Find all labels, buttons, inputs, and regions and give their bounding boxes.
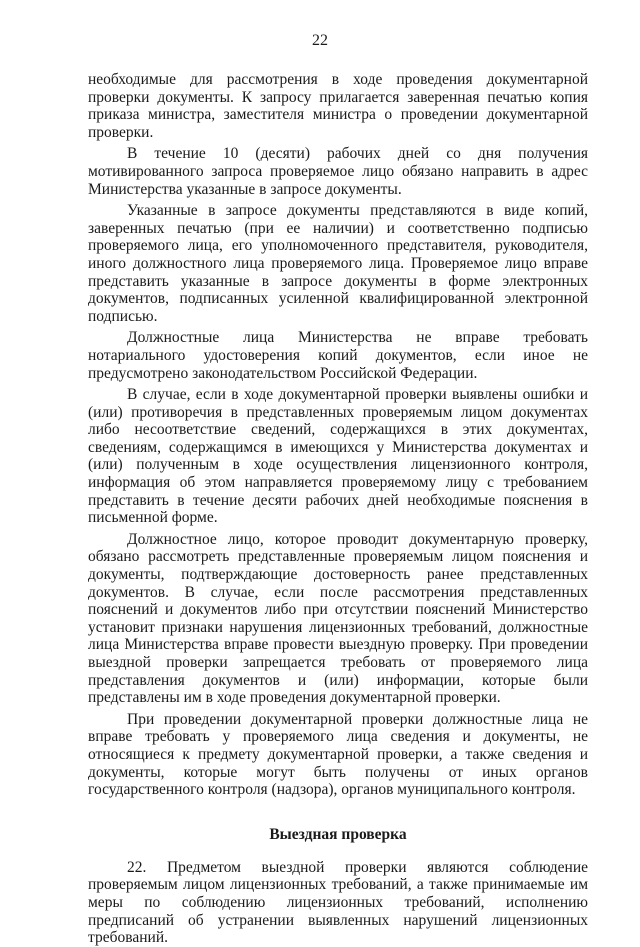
document-body [88, 71, 588, 947]
paragraph-request-deadline: В течение 10 (десяти) рабочих дней со дня получения мотивированного запроса проверяемое лицо обязано направить в адрес Министерства указанные в запросе документы. [88, 145, 588, 198]
section-heading: Выездная проверка [269, 825, 407, 843]
paragraph-prohibited-requests: При проведении документарной проверки должностные лица не вправе требовать у проверяемого лица сведения и документы, не относящиеся к предмету документарной проверки, а также сведения и документы, которые могут быть получены от иных органов государственного контроля (надзора), органов муниципального контроля. [88, 710, 588, 799]
paragraph-item-22: 22. Предметом выездной проверки являются соблюдение проверяемым лицом лицензионных требований, а также принимаемые им меры по соблюдению лицензионных требований, исполнению предписаний об устранении выявленных нарушений лицензионных требований. [88, 858, 588, 947]
paragraph-document-copies: Указанные в запросе документы представляются в виде копий, заверенных печатью (при ее наличии) и соответственно подписью проверяемого лица, его уполномоченного представителя, руководителя, иного должностного лица проверяемого лица. Проверяемое лицо вправе представить указанные в запросе документы в форме электронных документов, подписанных усиленной квалифицированной электронной подписью. [88, 202, 588, 325]
page-number: 22 [312, 32, 328, 49]
paragraph-official-review: Должностное лицо, которое проводит документарную проверку, обязано рассмотреть представленные проверяемым лицом пояснения и документы, подтверждающие достоверность ранее представленных документов. В случае, если после рассмотрения представленных пояснений и документов либо при отсутствии пояснений Министерство установит признаки нарушения лицензионных требований, должностные лица Министерства вправе провести выездную проверку. При проведении выездной проверки запрещается требовать от проверяемого лица представления документов и (или) информации, которые были представлены им в ходе проведения документарной проверки. [88, 530, 588, 707]
paragraph-continuation: необходимые для рассмотрения в ходе проведения документарной проверки документы. К запросу прилагается заверенная печатью копия приказа министра, заместителя министра о проведении документарной проверки. [88, 71, 588, 141]
paragraph-errors-contradictions: В случае, если в ходе документарной проверки выявлены ошибки и (или) противоречия в представленных проверяемым лицом документах либо несоответствие сведений, содержащихся в этих документах, сведениям, содержащимся в имеющихся у Министерства документах и (или) полученным в ходе осуществления лицензионного контроля, информация об этом направляется проверяемому лицу с требованием представить в течение десяти рабочих дней необходимые пояснения в письменной форме. [88, 386, 588, 527]
paragraph-notarization: Должностные лица Министерства не вправе требовать нотариального удостоверения копий документов, если иное не предусмотрено законодательством Российской Федерации. [88, 329, 588, 382]
